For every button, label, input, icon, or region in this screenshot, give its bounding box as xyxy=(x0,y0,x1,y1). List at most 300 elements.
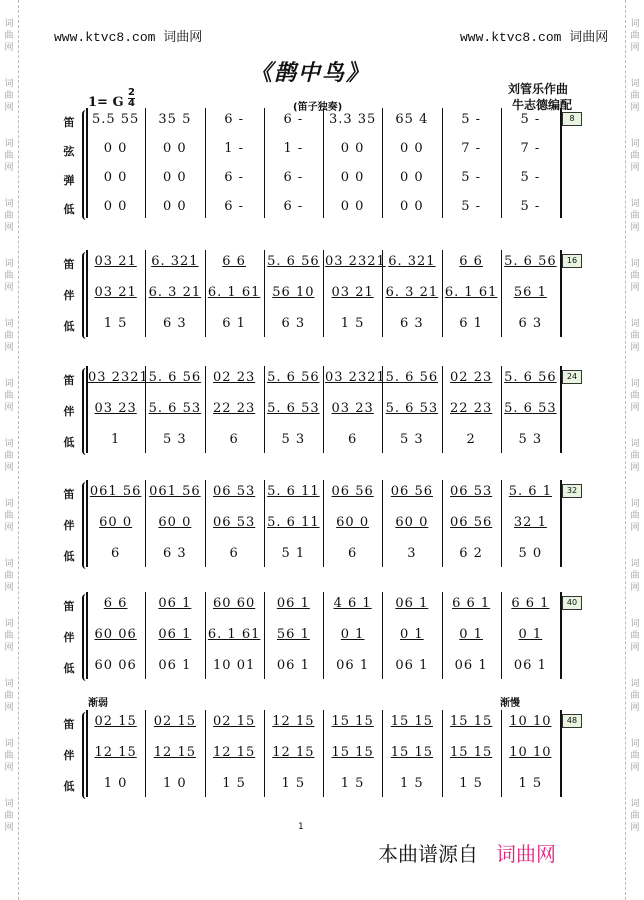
time-signature-top: 2 xyxy=(128,87,135,98)
watermark-char: 曲 xyxy=(4,451,14,461)
measure-cell: 6 1 xyxy=(459,316,483,331)
measure-cell: 06 1 xyxy=(395,658,429,673)
barline xyxy=(382,710,383,797)
source-text: 本曲谱源自 xyxy=(378,842,478,866)
watermark-char: 网 xyxy=(630,823,640,833)
barline xyxy=(442,592,443,679)
barline xyxy=(264,710,265,797)
barline xyxy=(323,480,324,567)
watermark-char: 网 xyxy=(4,343,14,353)
measure-cell: 32 1 xyxy=(513,515,547,530)
watermark-char: 词 xyxy=(630,679,640,689)
watermark-char: 词 xyxy=(630,379,640,389)
measure-cell: 0 0 xyxy=(103,170,128,185)
barline xyxy=(382,592,383,679)
part-label: 低 xyxy=(63,780,75,793)
barline xyxy=(442,108,443,218)
time-signature xyxy=(128,88,135,109)
measure-cell: 12 15 xyxy=(94,745,137,760)
watermark-char: 网 xyxy=(630,163,640,173)
watermark-char: 词 xyxy=(4,259,14,269)
measure-cell: 5 3 xyxy=(400,432,424,447)
measure-cell: 5 - xyxy=(520,170,541,185)
barline xyxy=(205,108,206,218)
watermark-char: 网 xyxy=(630,283,640,293)
watermark-char: 网 xyxy=(4,703,14,713)
watermark-char: 曲 xyxy=(630,451,640,461)
watermark-char: 网 xyxy=(4,223,14,233)
barline xyxy=(205,250,206,337)
barline xyxy=(323,108,324,218)
measure-cell: 1 5 xyxy=(340,316,365,331)
measure-cell: 0 1 xyxy=(518,627,543,642)
measure-cell: 56 10 xyxy=(272,285,315,300)
watermark-char: 词 xyxy=(4,319,14,329)
page-mark: 1 xyxy=(298,822,304,832)
watermark-char: 网 xyxy=(4,163,14,173)
part-label: 伴 xyxy=(63,405,75,418)
watermark-char: 网 xyxy=(4,523,14,533)
measure-cell: 02 15 xyxy=(94,714,137,729)
measure-cell: 60 06 xyxy=(94,627,137,642)
measure-number: 48 xyxy=(562,714,582,728)
part-label: 笛 xyxy=(63,374,75,387)
watermark-char: 曲 xyxy=(4,751,14,761)
part-label: 低 xyxy=(63,320,75,333)
barline xyxy=(323,592,324,679)
measure-cell: 0 0 xyxy=(163,170,187,185)
header-right xyxy=(460,26,608,45)
measure-cell: 6 2 xyxy=(459,546,483,561)
measure-cell: 5 - xyxy=(520,199,541,214)
watermark-char: 词 xyxy=(630,199,640,209)
measure-cell: 03 2321 xyxy=(325,254,386,269)
measure-cell: 0 1 xyxy=(400,627,424,642)
barline xyxy=(501,366,502,453)
part-label: 伴 xyxy=(63,289,75,302)
part-label: 笛 xyxy=(63,600,75,613)
barline xyxy=(145,710,146,797)
measure-cell: 03 21 xyxy=(94,285,137,300)
measure-cell: 02 23 xyxy=(213,370,256,385)
measure-cell: 5. 6 53 xyxy=(385,401,439,416)
arranger-credit: 牛志德编配 xyxy=(512,98,573,112)
measure-cell: 10 10 xyxy=(509,745,552,760)
measure-cell: 12 15 xyxy=(153,745,196,760)
measure-cell: 0 0 xyxy=(103,141,128,156)
measure-cell: 6 3 xyxy=(163,316,187,331)
barline xyxy=(205,366,206,453)
watermark-char: 词 xyxy=(630,559,640,569)
measure-cell: 5 1 xyxy=(281,546,306,561)
watermark-char: 曲 xyxy=(4,811,14,821)
measure-cell: 6 6 1 xyxy=(511,596,550,611)
right-watermark xyxy=(628,18,642,858)
measure-cell: 60 0 xyxy=(336,515,370,530)
part-label: 弹 xyxy=(63,174,75,187)
measure-cell: 5. 6 11 xyxy=(267,484,320,499)
measure-cell: 6 6 xyxy=(222,254,246,269)
left-watermark xyxy=(2,18,16,858)
measure-cell: 4 6 1 xyxy=(333,596,372,611)
barline xyxy=(501,250,502,337)
measure-cell: 6 - xyxy=(224,199,245,214)
watermark-char: 词 xyxy=(4,739,14,749)
part-label: 弦 xyxy=(63,145,75,158)
measure-cell: 5 0 xyxy=(518,546,543,561)
measure-cell: 0 0 xyxy=(400,199,424,214)
header-left-url[interactable]: www.ktvc8.com xyxy=(54,30,156,45)
measure-cell: 6 - xyxy=(283,170,304,185)
measure-cell: 60 06 xyxy=(94,658,137,673)
watermark-char: 曲 xyxy=(4,331,14,341)
watermark-char: 曲 xyxy=(630,571,640,581)
measure-cell: 03 23 xyxy=(331,401,374,416)
measure-cell: 12 15 xyxy=(272,714,315,729)
barline xyxy=(501,710,502,797)
watermark-char: 曲 xyxy=(4,571,14,581)
measure-number: 24 xyxy=(562,370,582,384)
measure-cell: 1 5 xyxy=(222,776,246,791)
measure-cell: 5. 6 53 xyxy=(148,401,202,416)
measure-cell: 6 6 xyxy=(459,254,483,269)
measure-cell: 06 1 xyxy=(276,596,310,611)
watermark-char: 曲 xyxy=(630,271,640,281)
measure-cell: 061 56 xyxy=(149,484,201,499)
measure-cell: 0 0 xyxy=(400,170,424,185)
watermark-char: 曲 xyxy=(4,91,14,101)
part-label: 笛 xyxy=(63,116,75,129)
watermark-char: 曲 xyxy=(4,31,14,41)
watermark-char: 网 xyxy=(630,763,640,773)
measure-cell: 03 2321 xyxy=(88,370,149,385)
measure-cell: 6 1 xyxy=(222,316,246,331)
measure-cell: 06 1 xyxy=(513,658,547,673)
measure-cell: 15 15 xyxy=(390,745,433,760)
measure-cell: 5. 6 56 xyxy=(504,370,557,385)
measure-cell: 5. 6 11 xyxy=(267,515,320,530)
watermark-char: 网 xyxy=(4,403,14,413)
watermark-char: 网 xyxy=(630,103,640,113)
measure-cell: 10 01 xyxy=(213,658,256,673)
measure-number: 16 xyxy=(562,254,582,268)
instrumentation-note: (笛子独奏) xyxy=(293,102,343,113)
watermark-char: 曲 xyxy=(630,691,640,701)
measure-cell: 6 6 xyxy=(103,596,128,611)
barline xyxy=(264,366,265,453)
watermark-char: 网 xyxy=(4,643,14,653)
watermark-char: 网 xyxy=(4,43,14,53)
source-credit xyxy=(378,838,556,867)
measure-cell: 02 23 xyxy=(450,370,493,385)
measure-cell: 1 5 xyxy=(459,776,483,791)
right-margin-line xyxy=(625,0,626,900)
measure-cell: 5. 6 56 xyxy=(385,370,439,385)
watermark-char: 词 xyxy=(630,319,640,329)
barline xyxy=(501,480,502,567)
measure-cell: 5 - xyxy=(461,112,482,127)
measure-cell: 06 1 xyxy=(158,596,192,611)
measure-cell: 5 - xyxy=(461,199,482,214)
measure-cell: 6 xyxy=(229,432,239,447)
measure-cell: 6. 1 61 xyxy=(444,285,498,300)
dynamic-ritardando: 渐慢 xyxy=(500,698,520,709)
watermark-char: 网 xyxy=(630,223,640,233)
measure-cell: 5. 6 56 xyxy=(267,254,320,269)
barline xyxy=(442,710,443,797)
watermark-char: 词 xyxy=(630,799,640,809)
barline xyxy=(264,592,265,679)
measure-cell: 0 0 xyxy=(340,170,365,185)
watermark-char: 词 xyxy=(4,79,14,89)
header-right-url[interactable]: www.ktvc8.com xyxy=(460,30,562,45)
part-label: 伴 xyxy=(63,519,75,532)
measure-cell: 1 5 xyxy=(518,776,543,791)
barline xyxy=(264,480,265,567)
watermark-char: 曲 xyxy=(630,631,640,641)
measure-cell: 1 xyxy=(110,432,121,447)
watermark-char: 曲 xyxy=(630,91,640,101)
measure-cell: 3.3 35 xyxy=(328,112,377,127)
watermark-char: 曲 xyxy=(630,751,640,761)
measure-cell: 60 60 xyxy=(213,596,256,611)
measure-cell: 1 5 xyxy=(281,776,306,791)
measure-cell: 56 1 xyxy=(513,285,547,300)
measure-cell: 6 xyxy=(347,432,358,447)
barline xyxy=(501,108,502,218)
part-label: 低 xyxy=(63,662,75,675)
measure-cell: 22 23 xyxy=(213,401,256,416)
measure-cell: 06 1 xyxy=(454,658,488,673)
measure-cell: 06 1 xyxy=(395,596,429,611)
measure-cell: 5 3 xyxy=(518,432,543,447)
measure-cell: 6 6 1 xyxy=(452,596,491,611)
barline xyxy=(442,250,443,337)
header-left xyxy=(54,26,202,45)
watermark-char: 网 xyxy=(630,643,640,653)
watermark-char: 词 xyxy=(4,379,14,389)
left-margin-line xyxy=(18,0,19,900)
measure-cell: 60 0 xyxy=(395,515,429,530)
dynamic-diminuendo: 渐弱 xyxy=(88,698,108,709)
watermark-char: 曲 xyxy=(4,151,14,161)
source-brand-link[interactable]: 词曲网 xyxy=(496,842,556,866)
measure-cell: 06 53 xyxy=(213,484,256,499)
watermark-char: 曲 xyxy=(4,631,14,641)
measure-cell: 6 xyxy=(229,546,239,561)
barline xyxy=(145,480,146,567)
measure-cell: 0 0 xyxy=(340,141,365,156)
watermark-char: 网 xyxy=(4,283,14,293)
measure-cell: 15 15 xyxy=(390,714,433,729)
measure-cell: 6 - xyxy=(224,170,245,185)
watermark-char: 网 xyxy=(4,583,14,593)
measure-cell: 06 53 xyxy=(450,484,493,499)
measure-cell: 02 15 xyxy=(153,714,196,729)
measure-cell: 5.5 55 xyxy=(91,112,140,127)
measure-cell: 22 23 xyxy=(450,401,493,416)
measure-cell: 5. 6 56 xyxy=(148,370,202,385)
watermark-char: 词 xyxy=(630,619,640,629)
measure-cell: 06 56 xyxy=(450,515,493,530)
measure-cell: 03 2321 xyxy=(325,370,386,385)
measure-cell: 06 1 xyxy=(158,658,192,673)
measure-cell: 5 3 xyxy=(163,432,187,447)
measure-cell: 0 0 xyxy=(163,199,187,214)
barline xyxy=(205,480,206,567)
measure-cell: 03 21 xyxy=(331,285,374,300)
part-label: 笛 xyxy=(63,718,75,731)
measure-cell: 5 - xyxy=(520,112,541,127)
watermark-char: 曲 xyxy=(630,391,640,401)
watermark-char: 词 xyxy=(4,799,14,809)
measure-cell: 6. 321 xyxy=(151,254,199,269)
measure-cell: 6. 3 21 xyxy=(148,285,202,300)
measure-cell: 03 21 xyxy=(94,254,137,269)
barline xyxy=(264,108,265,218)
measure-cell: 6 xyxy=(110,546,121,561)
watermark-char: 网 xyxy=(630,583,640,593)
measure-cell: 6. 3 21 xyxy=(385,285,439,300)
measure-number: 32 xyxy=(562,484,582,498)
measure-cell: 6 3 xyxy=(163,546,187,561)
measure-cell: 5. 6 56 xyxy=(267,370,320,385)
watermark-char: 曲 xyxy=(4,511,14,521)
barline xyxy=(323,710,324,797)
part-label: 笛 xyxy=(63,488,75,501)
watermark-char: 词 xyxy=(4,139,14,149)
watermark-char: 曲 xyxy=(630,511,640,521)
measure-cell: 5. 6 53 xyxy=(504,401,557,416)
watermark-char: 网 xyxy=(630,523,640,533)
watermark-char: 网 xyxy=(4,763,14,773)
measure-cell: 06 56 xyxy=(331,484,374,499)
watermark-char: 网 xyxy=(630,403,640,413)
barline xyxy=(442,366,443,453)
measure-cell: 06 1 xyxy=(158,627,192,642)
watermark-char: 词 xyxy=(630,439,640,449)
measure-cell: 0 0 xyxy=(340,199,365,214)
barline xyxy=(323,366,324,453)
watermark-char: 网 xyxy=(630,463,640,473)
measure-cell: 60 0 xyxy=(158,515,192,530)
measure-cell: 0 1 xyxy=(340,627,365,642)
watermark-char: 网 xyxy=(630,703,640,713)
measure-cell: 1 - xyxy=(224,141,245,156)
part-label: 伴 xyxy=(63,749,75,762)
barline xyxy=(145,592,146,679)
measure-cell: 6. 1 61 xyxy=(207,627,261,642)
measure-cell: 1 5 xyxy=(103,316,128,331)
measure-cell: 12 15 xyxy=(272,745,315,760)
measure-cell: 03 23 xyxy=(94,401,137,416)
barline xyxy=(264,250,265,337)
measure-cell: 061 56 xyxy=(89,484,142,499)
part-label: 伴 xyxy=(63,631,75,644)
watermark-char: 词 xyxy=(4,19,14,29)
measure-cell: 1 0 xyxy=(103,776,128,791)
measure-cell: 15 15 xyxy=(450,714,493,729)
part-label: 低 xyxy=(63,436,75,449)
measure-cell: 15 15 xyxy=(331,714,374,729)
measure-cell: 06 1 xyxy=(276,658,310,673)
watermark-char: 曲 xyxy=(630,331,640,341)
watermark-char: 词 xyxy=(4,499,14,509)
measure-cell: 5. 6 53 xyxy=(267,401,320,416)
measure-cell: 3 xyxy=(407,546,417,561)
barline xyxy=(145,108,146,218)
measure-cell: 6 - xyxy=(283,112,304,127)
barline xyxy=(382,480,383,567)
barline xyxy=(323,250,324,337)
watermark-char: 网 xyxy=(630,343,640,353)
part-label: 低 xyxy=(63,550,75,563)
watermark-char: 词 xyxy=(4,439,14,449)
barline xyxy=(501,592,502,679)
measure-number: 8 xyxy=(562,112,582,126)
measure-cell: 12 15 xyxy=(213,745,256,760)
measure-cell: 5. 6 56 xyxy=(504,254,557,269)
measure-cell: 1 - xyxy=(283,141,304,156)
part-label: 笛 xyxy=(63,258,75,271)
score-title: 《鹊中鸟》 xyxy=(250,60,371,86)
measure-cell: 0 0 xyxy=(400,141,424,156)
measure-cell: 6 - xyxy=(283,199,304,214)
measure-cell: 0 0 xyxy=(103,199,128,214)
watermark-char: 网 xyxy=(4,463,14,473)
measure-cell: 06 53 xyxy=(213,515,256,530)
watermark-char: 词 xyxy=(630,139,640,149)
watermark-char: 网 xyxy=(630,43,640,53)
watermark-char: 词 xyxy=(630,79,640,89)
measure-cell: 6 xyxy=(347,546,358,561)
measure-cell: 15 15 xyxy=(450,745,493,760)
measure-cell: 06 56 xyxy=(390,484,433,499)
part-label: 低 xyxy=(63,203,75,216)
header-left-site[interactable]: 词曲网 xyxy=(163,30,203,45)
barline xyxy=(145,250,146,337)
watermark-char: 曲 xyxy=(630,151,640,161)
measure-cell: 7 - xyxy=(520,141,541,156)
watermark-char: 曲 xyxy=(4,211,14,221)
watermark-char: 词 xyxy=(630,19,640,29)
measure-cell: 65 4 xyxy=(395,112,429,127)
measure-cell: 6 3 xyxy=(518,316,543,331)
measure-cell: 06 1 xyxy=(336,658,370,673)
header-right-site[interactable]: 词曲网 xyxy=(569,30,609,45)
measure-cell: 2 xyxy=(466,432,476,447)
watermark-char: 词 xyxy=(4,199,14,209)
watermark-char: 曲 xyxy=(630,811,640,821)
measure-cell: 60 0 xyxy=(99,515,133,530)
watermark-char: 曲 xyxy=(4,271,14,281)
measure-cell: 15 15 xyxy=(331,745,374,760)
measure-cell: 5. 6 1 xyxy=(508,484,552,499)
measure-cell: 6 3 xyxy=(400,316,424,331)
measure-cell: 7 - xyxy=(461,141,482,156)
barline xyxy=(205,592,206,679)
watermark-char: 词 xyxy=(4,559,14,569)
measure-cell: 02 15 xyxy=(213,714,256,729)
barline xyxy=(382,108,383,218)
measure-cell: 5 - xyxy=(461,170,482,185)
measure-cell: 0 1 xyxy=(459,627,483,642)
watermark-char: 网 xyxy=(4,103,14,113)
measure-cell: 6 3 xyxy=(281,316,306,331)
watermark-char: 词 xyxy=(630,259,640,269)
measure-cell: 0 0 xyxy=(163,141,187,156)
measure-cell: 35 5 xyxy=(158,112,192,127)
